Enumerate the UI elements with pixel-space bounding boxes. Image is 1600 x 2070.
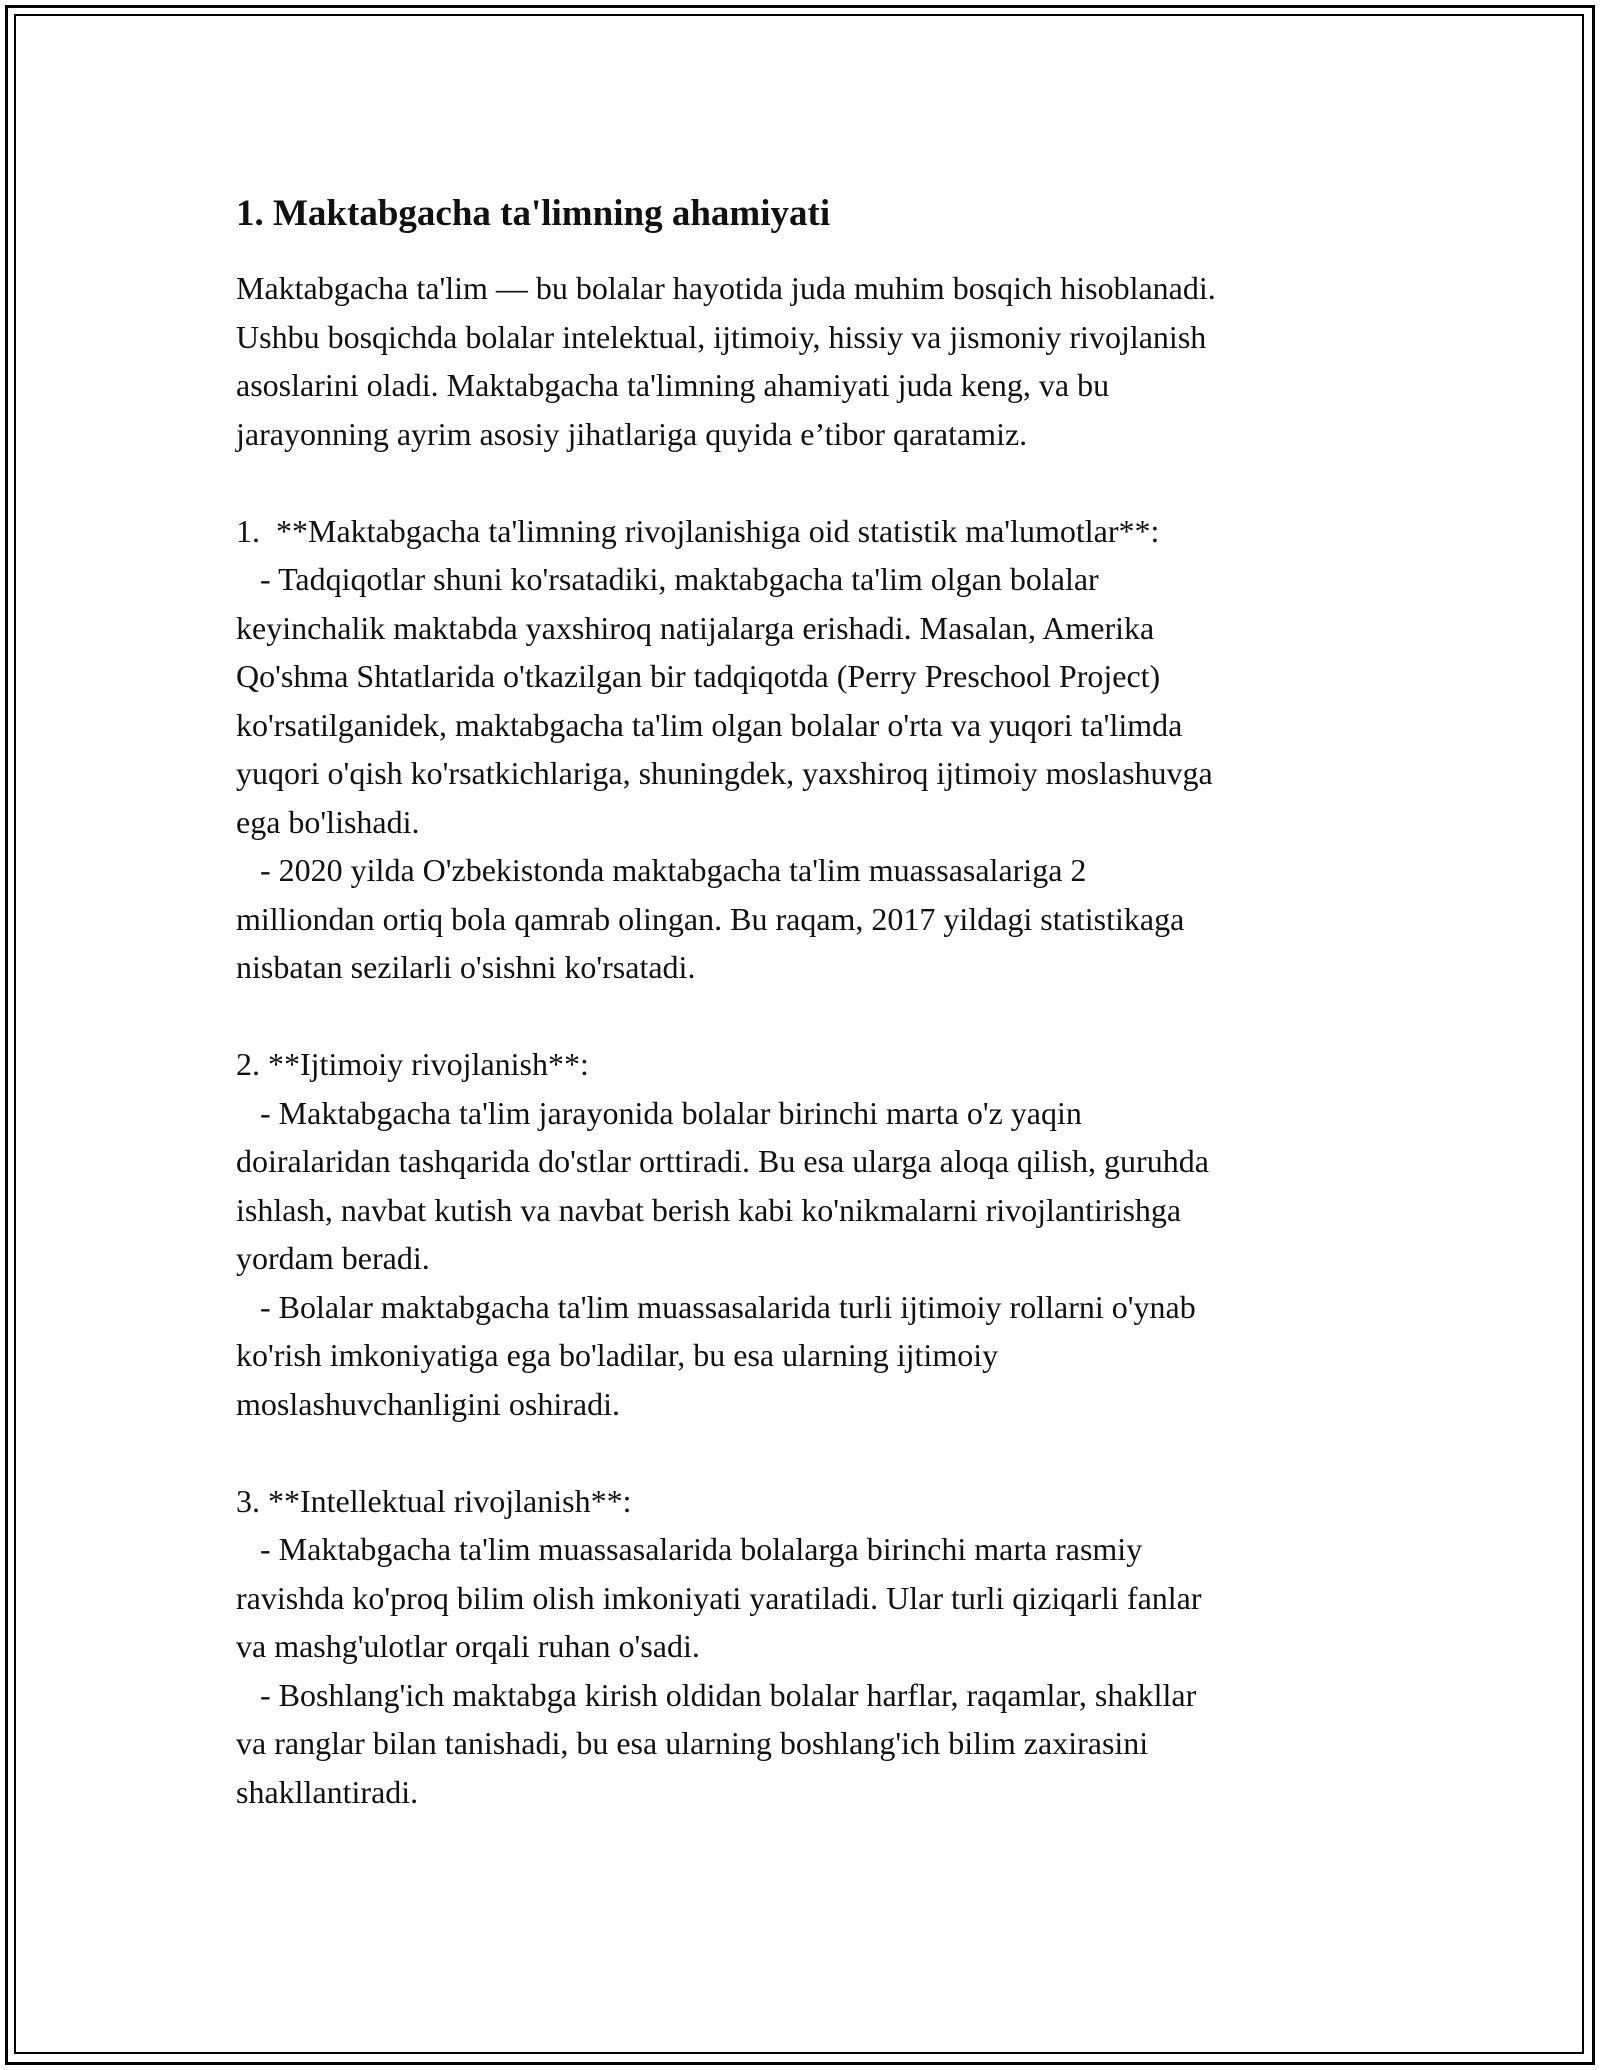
document-body: Maktabgacha ta'lim — bu bolalar hayotida juda muhim bosqich hisoblanadi. Ushbu bosqichda bolalar intelektual, ijtimoiy, hissiy va jismoniy rivojlanish asoslarini oladi. Maktabgacha ta'limning ahamiyati juda keng, va bu jarayonning ayrim asosiy jihatlariga quyida e’tibor qaratamiz. 1. **Maktabgacha ta'limning rivojlanishiga oid statistik ma'lumotlar**: - Tadqiqotlar shuni ko'rsatadiki, maktabgacha ta'lim olgan bolalar keyinchalik maktabda yaxshiroq natijalarga erishadi. Masalan, Amerika Qo'shma Shtatlarida o'tkazilgan bir tadqiqotda (Perry Preschool Project) ko'rsatilganidek, maktabgacha ta'lim olgan bolalar o'rta va yuqori ta'limda yuqori o'qish ko'rsatkichlariga, shuningdek, yaxshiroq ijtimoiy moslashuvga ega bo'lishadi. - 2020 yilda O'zbekistonda maktabgacha ta'lim muassasalariga 2 milliondan ortiq bola qamrab olingan. Bu raqam, 2017 yildagi statistikaga nisbatan sezilarli o'sishni ko'rsatadi. 2. **Ijtimoiy rivojlanish**: - Maktabgacha ta'lim jarayonida bolalar birinchi marta o'z yaqin doiralaridan tashqarida do'stlar orttiradi. Bu esa ularga aloqa qilish, guruhda ishlash, navbat kutish va navbat berish kabi ko'nikmalarni rivojlantirishga yordam beradi. - Bolalar maktabgacha ta'lim muassasalarida turli ijtimoiy rollarni o'ynab ko'rish imkoniyatiga ega bo'ladilar, bu esa ularning ijtimoiy moslashuvchanligini oshiradi. 3. **Intellektual rivojlanish**: - Maktabgacha ta'lim muassasalarida bolalarga birinchi marta rasmiy ravishda ko'proq bilim olish imkoniyati yaratiladi. Ular turli qiziqarli fanlar va mashg'ulotlar orqali ruhan o'sadi. - Boshlang'ich maktabga kirish oldidan bolalar harflar, raqamlar, shakllar va ranglar bilan tanishadi, bu esa ularning boshlang'ich bilim zaxirasini shakllantiradi.: [236, 270, 1216, 1810]
document-title: 1. Maktabgacha ta'limning ahamiyati: [236, 193, 831, 234]
document-content: [236, 186, 1366, 1816]
